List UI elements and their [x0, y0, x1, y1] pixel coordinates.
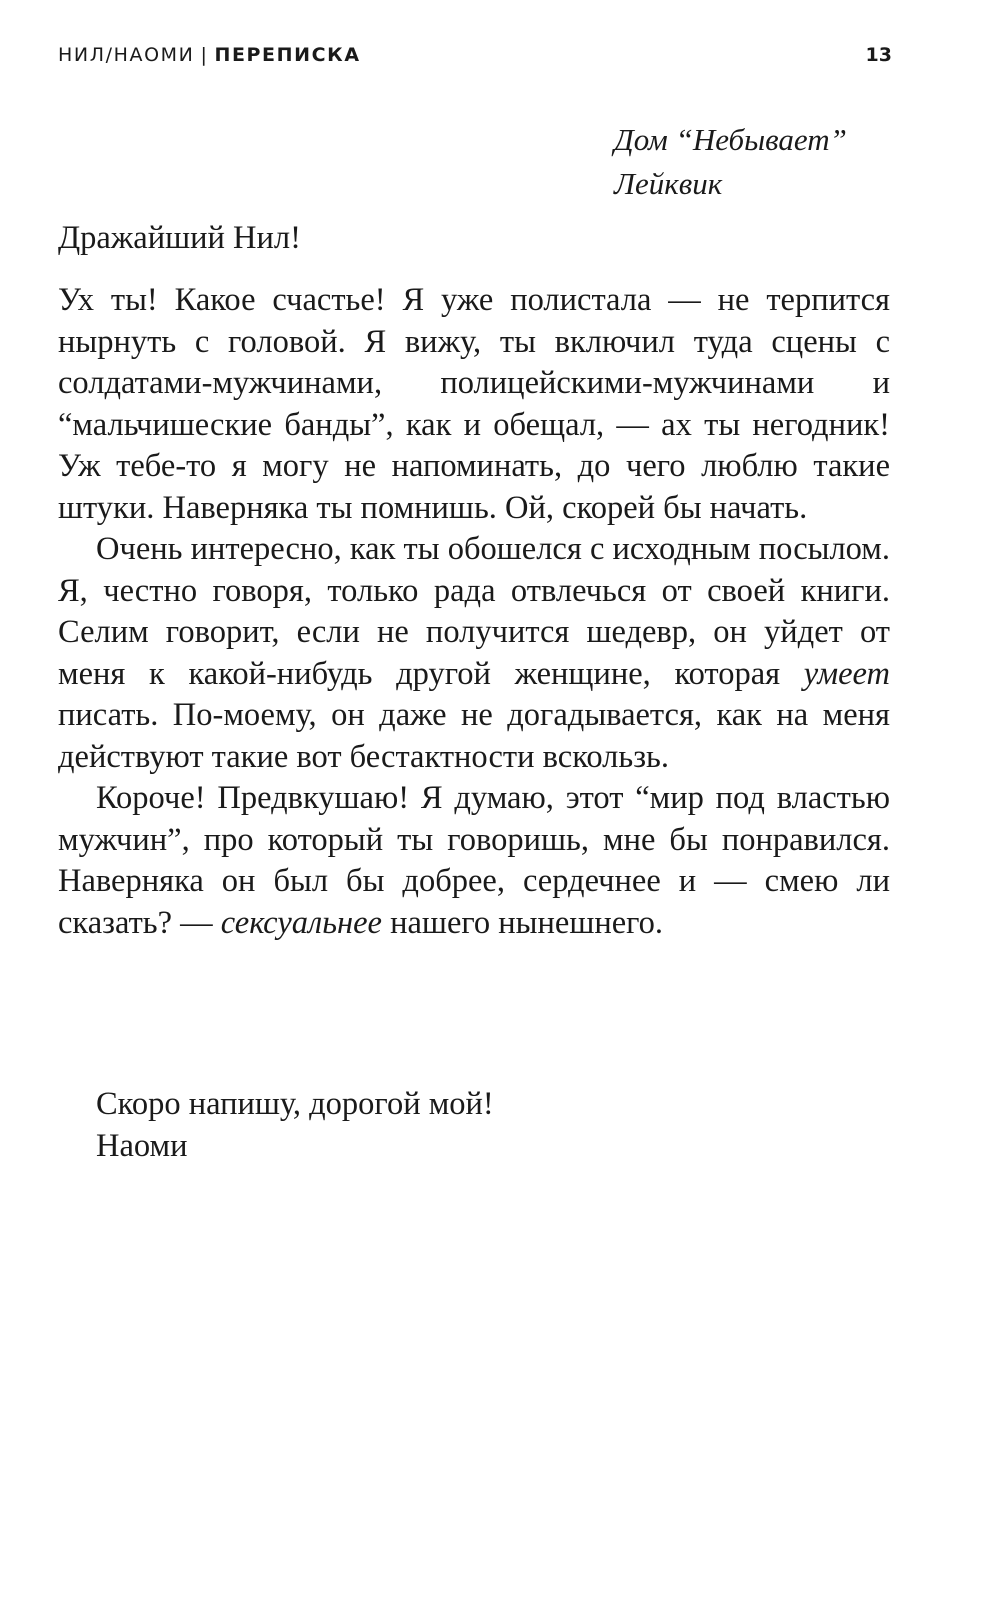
address-line-town: Лейквик: [614, 166, 723, 201]
running-head-section: ПЕРЕПИСКА: [214, 44, 361, 66]
running-head: [58, 44, 361, 66]
paragraph-3: [58, 778, 890, 944]
salutation: Дражайший Нил!: [58, 220, 301, 256]
paragraph-2-start: Очень интересно, как ты обошелся с исходным посылом. Я, честно говоря, только рада отвлечься от своей книги. Селим говорит, если не получится шедевр, он уйдет от меня к какой-нибудь другой женщине, которая: [58, 531, 890, 692]
paragraph-3-emphasis: сексуальнее: [220, 904, 382, 941]
letter-closing: [58, 1084, 928, 1167]
running-head-separator: |: [200, 44, 209, 66]
closing-line: Скоро напишу, дорогой мой!: [96, 1086, 494, 1122]
paragraph-1: Ух ты! Какое счастье! Я уже полистала — не терпится нырнуть с головой. Я вижу, ты включил туда сцены с солдатами-мужчинами, полицейскими-мужчинами и “мальчишеские банды”, как и обещал, — ах ты негодник! Уж тебе-то я могу не напоминать, до чего люблю такие штуки. Наверняка ты помнишь. Ой, скорей бы начать.: [58, 282, 890, 526]
letter-body: [58, 280, 890, 944]
address-line-house: Дом “Небывает”: [614, 122, 847, 157]
signature: Наоми: [96, 1127, 188, 1164]
paragraph-3-start: Короче! Предвкушаю! Я думаю, этот “мир под властью мужчин”, про который ты говоришь, мне бы понравился. Наверняка он был бы добрее, сердечнее и — смею ли сказать? —: [58, 780, 890, 941]
paragraph-2: [58, 529, 890, 778]
paragraph-2-end: писать. По-моему, он даже не догадывается, как на меня действуют такие вот бестактности вскользь.: [58, 697, 890, 775]
paragraph-2-emphasis: умеет: [803, 655, 890, 692]
paragraph-3-end: нашего нынешнего.: [381, 904, 664, 941]
letter-address: [614, 118, 847, 206]
page-number: 13: [865, 44, 892, 66]
running-head-authors: НИЛ/НАОМИ: [58, 44, 195, 66]
